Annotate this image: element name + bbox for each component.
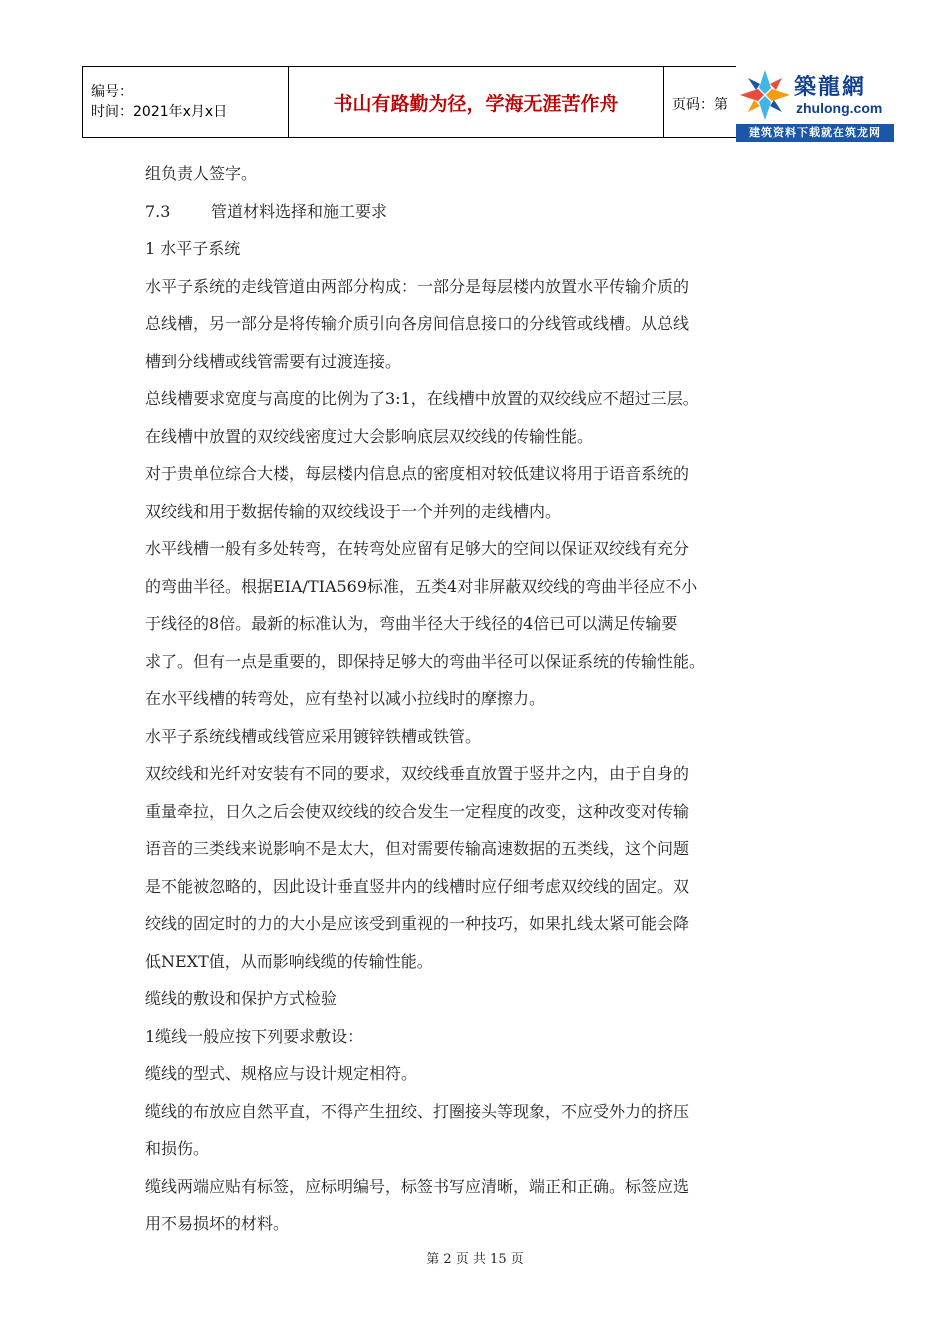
page-number-label: 页码：第 [672, 97, 728, 113]
document-body [145, 155, 815, 1243]
paragraph-line: 双绞线和光纤对安装有不同的要求，双绞线垂直放置于竖井之内，由于自身的 [145, 764, 690, 783]
section-number: 7.3 [145, 201, 171, 221]
paragraph-line: 求了。但有一点是重要的，即保持足够大的弯曲半径可以保证系统的传输性能。 [145, 651, 706, 671]
paragraph-line: 水平子系统线槽或线管应采用镀锌铁槽或铁管。 [145, 726, 482, 746]
logo-slogan: 建筑资料下载就在筑龙网 [736, 124, 894, 142]
paragraph-line: 缆线的型式、规格应与设计规定相符。 [145, 1064, 418, 1083]
zhulong-logo [736, 66, 894, 142]
paragraph-line: 水平线槽一般有多处转弯，在转弯处应留有足够大的空间以保证双绞线有充分 [145, 539, 690, 558]
paragraph-line: 在线槽中放置的双绞线密度过大会影响底层双绞线的传输性能。 [145, 426, 594, 446]
paragraph-line: 缆线两端应贴有标签，应标明编号，标签书写应清晰，端正和正确。标签应选 [145, 1176, 690, 1196]
paragraph-line: 语音的三类线来说影响不是太大，但对需要传输高速数据的五类线，这个问题 [145, 839, 690, 858]
logo-chinese-text: 築龍網 [794, 75, 867, 100]
paragraph-line: 绞线的固定时的力的大小是应该受到重视的一种技巧，如果扎线太紧可能会降 [145, 914, 690, 933]
paragraph-line: 水平子系统的走线管道由两部分构成：一部分是每层楼内放置水平传输介质的 [145, 276, 690, 296]
section-title: 管道材料选择和施工要求 [211, 201, 388, 221]
paragraph-line: 缆线的敷设和保护方式检验 [145, 989, 338, 1008]
paragraph-line: 于线径的8倍。最新的标准认为，弯曲半径大于线径的4倍已可以满足传输要 [145, 614, 678, 633]
logo-english-text: zhulong.com [796, 100, 883, 116]
paragraph-line: 槽到分线槽或线管需要有过渡连接。 [145, 351, 402, 371]
paragraph-line: 和损伤。 [145, 1139, 210, 1158]
header-meta [83, 67, 289, 138]
paragraph-line: 总线槽，另一部分是将传输介质引向各房间信息接口的分线管或线槽。从总线 [145, 314, 690, 333]
paragraph-line: 1缆线一般应按下列要求敷设： [145, 1026, 364, 1046]
paragraph-line: 对于贵单位综合大楼，每层楼内信息点的密度相对较低建议将用于语音系统的 [145, 464, 690, 483]
paragraph-line: 在水平线槽的转弯处，应有垫衬以减小拉线时的摩擦力。 [145, 689, 546, 708]
page-footer: 第 2 页 共 15 页 [426, 1252, 524, 1267]
document-number-label: 编号： [91, 84, 133, 100]
paragraph-line: 的弯曲半径。根据EIA/TIA569标准，五类4对非屏蔽双绞线的弯曲半径应不小 [145, 576, 698, 596]
paragraph-line: 低NEXT值，从而影响线缆的传输性能。 [145, 951, 433, 971]
document-time-label: 时间：2021年x月x日 [91, 104, 228, 120]
paragraph-line: 用不易损坏的材料。 [145, 1214, 290, 1233]
header-motto: 书山有路勤为径，学海无涯苦作舟 [289, 67, 664, 138]
zhulong-logo-icon [738, 68, 792, 122]
paragraph-line: 总线槽要求宽度与高度的比例为了3:1，在线槽中放置的双绞线应不超过三层。 [145, 389, 699, 408]
paragraph-line: 重量牵拉，日久之后会使双绞线的绞合发生一定程度的改变，这种改变对传输 [145, 801, 690, 821]
section-heading [145, 193, 815, 231]
paragraph-line: 是不能被忽略的，因此设计垂直竖井内的线槽时应仔细考虑双绞线的固定。双 [145, 876, 690, 896]
paragraph-line: 双绞线和用于数据传输的双绞线设于一个并列的走线槽内。 [145, 501, 562, 521]
paragraph-line: 缆线的布放应自然平直，不得产生扭绞、打圈接头等现象，不应受外力的挤压 [145, 1101, 690, 1121]
paragraph-line: 1 水平子系统 [145, 239, 241, 258]
paragraph-line: 组负责人签字。 [145, 164, 258, 183]
